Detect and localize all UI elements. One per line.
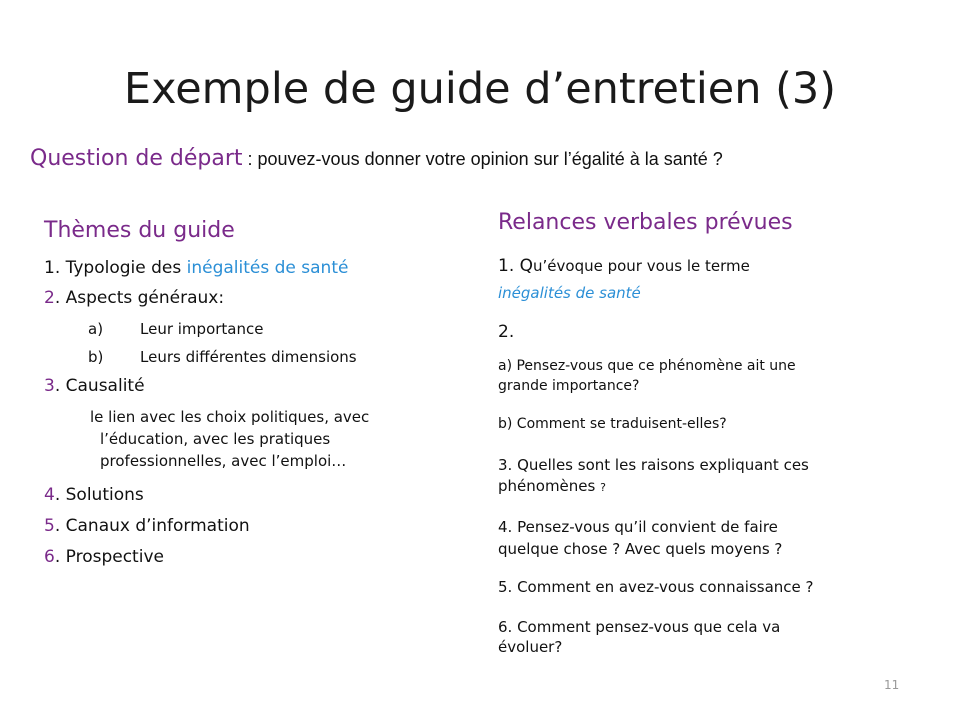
relance-2a-line-2: grande importance?	[498, 378, 640, 394]
theme-item-2	[44, 288, 224, 308]
relance-2a-line-1: a) Pensez-vous que ce phénomène ait une	[498, 358, 796, 374]
relance-2: 2.	[498, 322, 515, 342]
relance-1	[498, 256, 750, 276]
theme-item-6-text: . Prospective	[54, 547, 164, 567]
theme-item-3-number: 3	[44, 376, 55, 396]
theme-item-6-number: 6	[44, 547, 55, 567]
relance-1-lead: 1. Q	[498, 256, 534, 276]
themes-heading: Thèmes du guide	[44, 218, 235, 243]
theme-item-2-number: 2	[44, 288, 55, 308]
starting-question	[30, 146, 723, 171]
theme-item-3	[44, 376, 145, 396]
theme-item-1-text: 1. Typologie des	[44, 258, 187, 278]
sub-item-b	[88, 348, 357, 366]
relance-2b: b) Comment se traduisent-elles?	[498, 416, 727, 432]
theme-item-3-detail-1: le lien avec les choix politiques, avec	[90, 408, 370, 426]
theme-item-5	[44, 516, 250, 536]
sub-item-a-text: Leur importance	[140, 320, 264, 338]
theme-item-4-number: 4	[44, 485, 55, 505]
relance-3-line-1: 3. Quelles sont les raisons expliquant ces	[498, 456, 809, 474]
question-text: : pouvez-vous donner votre opinion sur l’égalité à la santé ?	[242, 149, 723, 169]
relance-4-line-2: quelque chose ? Avec quels moyens ?	[498, 540, 783, 558]
sub-item-a	[88, 320, 263, 338]
theme-item-3-detail-3: professionnelles, avec l’emploi…	[100, 452, 347, 470]
relance-3-question-mark: ?	[600, 481, 606, 494]
theme-item-2-text: . Aspects généraux:	[54, 288, 225, 308]
sub-item-a-marker: a)	[88, 320, 104, 338]
question-label: Question de départ	[30, 146, 243, 171]
theme-item-1-highlight: inégalités de santé	[186, 258, 349, 278]
theme-item-4	[44, 485, 144, 505]
slide-title: Exemple de guide d’entretien (3)	[123, 64, 837, 114]
theme-item-5-number: 5	[44, 516, 55, 536]
relance-1-term: inégalités de santé	[498, 284, 641, 302]
page-number: 11	[884, 678, 900, 692]
theme-item-3-text: . Causalité	[54, 376, 145, 396]
relance-3-text: phénomènes	[498, 477, 601, 495]
theme-item-4-text: . Solutions	[54, 485, 144, 505]
theme-item-5-text: . Canaux d’information	[54, 516, 250, 536]
relance-6-line-2: évoluer?	[498, 638, 563, 656]
relance-3-line-2	[498, 476, 606, 495]
theme-item-1	[44, 258, 348, 278]
relance-5: 5. Comment en avez-vous connaissance ?	[498, 578, 814, 596]
theme-item-6	[44, 547, 164, 567]
relances-heading: Relances verbales prévues	[498, 210, 793, 235]
relance-6-line-1: 6. Comment pensez-vous que cela va	[498, 618, 781, 636]
sub-item-b-text: Leurs différentes dimensions	[140, 348, 357, 366]
sub-item-b-marker: b)	[88, 348, 104, 366]
theme-item-3-detail-2: l’éducation, avec les pratiques	[100, 430, 331, 448]
relance-4-line-1: 4. Pensez-vous qu’il convient de faire	[498, 518, 778, 536]
relance-1-text: u’évoque pour vous le terme	[533, 257, 750, 275]
